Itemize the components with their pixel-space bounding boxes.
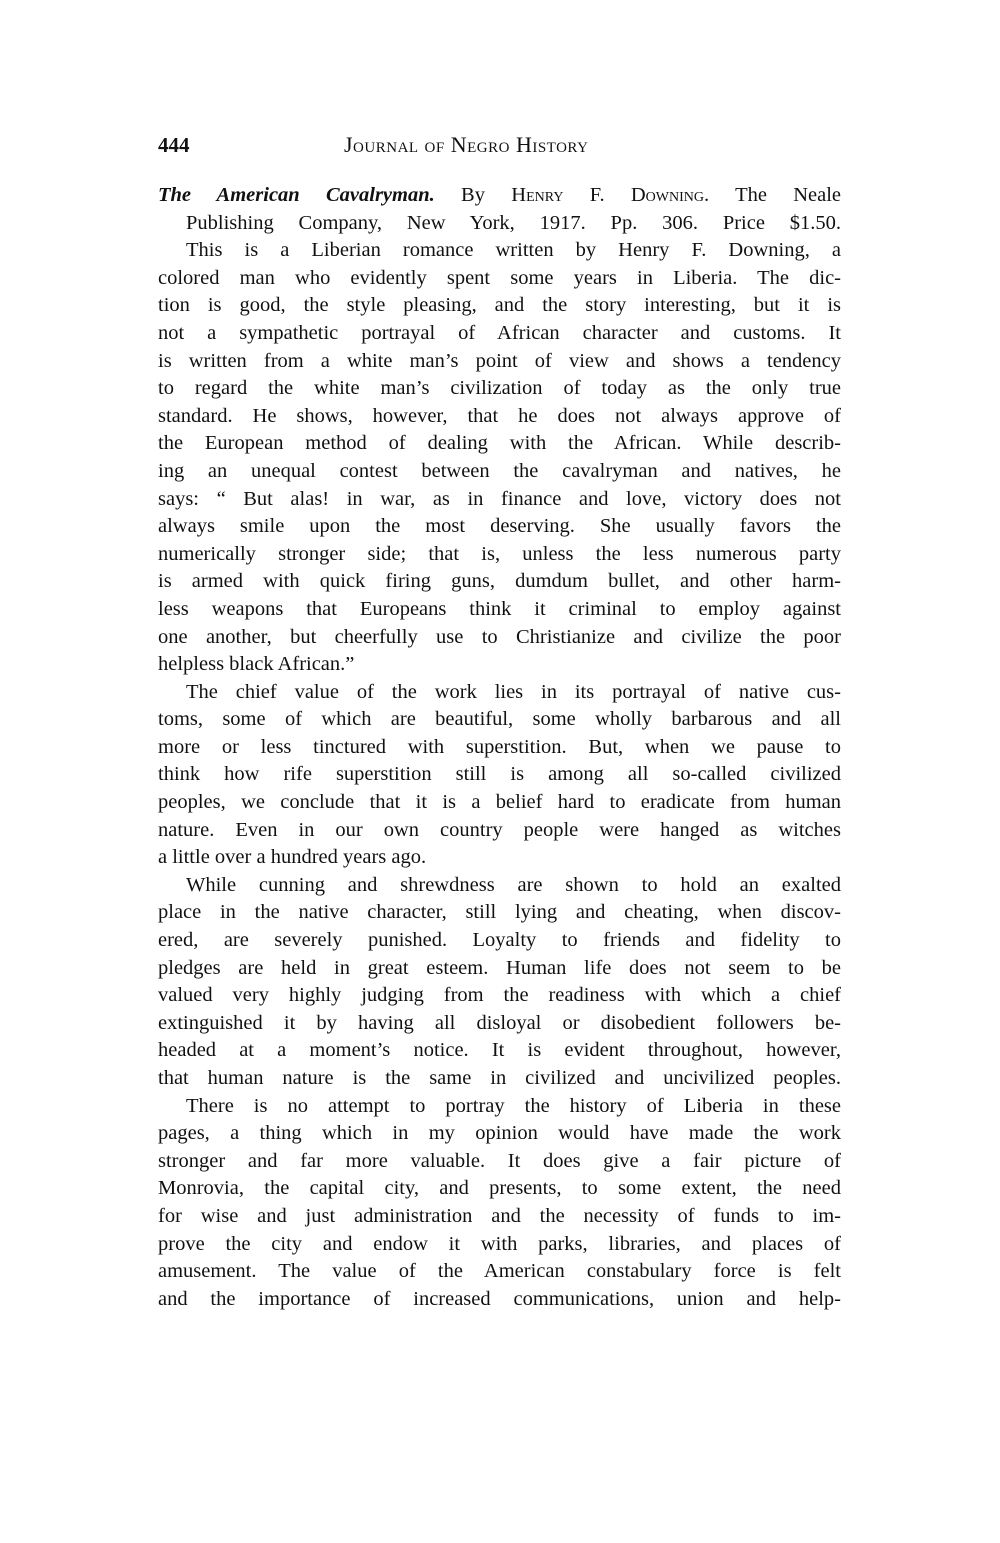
paragraph-line: The chief value of the work lies in its portrayal of native cus- — [186, 680, 841, 703]
paragraph-line: for wise and just administration and the necessity of funds to im- — [158, 1204, 841, 1227]
review-body — [158, 182, 841, 1313]
paragraph-line: ing an unequal contest between the cavalryman and natives, he — [158, 459, 841, 482]
page-number: 444 — [158, 133, 190, 157]
paragraph-line: that human nature is the same in civilized and uncivilized peoples. — [158, 1067, 841, 1089]
paragraph-3 — [158, 872, 841, 1093]
paragraph-line: think how rife superstition still is among all so-called civilized — [158, 763, 841, 786]
paragraph-line: a little over a hundred years ago. — [158, 846, 427, 869]
paragraph-line: the European method of dealing with the African. While describ- — [158, 432, 841, 455]
paragraph-line: prove the city and endow it with parks, libraries, and places of — [158, 1232, 841, 1255]
paragraph-line: Monrovia, the capital city, and presents, to some extent, the need — [158, 1177, 841, 1200]
paragraph-line: extinguished it by having all disloyal or disobedient followers be- — [158, 1011, 841, 1034]
paragraph-line: While cunning and shrewdness are shown to hold an exalted — [186, 873, 841, 896]
paragraph-line: not a sympathetic portrayal of African character and customs. It — [158, 321, 841, 344]
citation-line-1 — [158, 182, 841, 210]
book-title: The American Cavalryman. — [158, 184, 435, 206]
paragraph-line: numerically stronger side; that is, unless the less numerous party — [158, 542, 841, 565]
paragraph-1 — [158, 237, 841, 679]
paragraph-line: tion is good, the style pleasing, and the story interesting, but it is — [158, 294, 841, 317]
paragraph-line: is armed with quick firing guns, dumdum bullet, and other harm- — [158, 570, 841, 593]
paragraph-line: nature. Even in our own country people were hanged as witches — [158, 818, 841, 841]
paragraph-line: valued very highly judging from the readiness with which a chief — [158, 984, 841, 1007]
paragraph-line: is written from a white man’s point of view and shows a tendency — [158, 349, 841, 372]
paragraph-line: place in the native character, still lying and cheating, when discov- — [158, 901, 841, 924]
paragraph-line: amusement. The value of the American constabulary force is felt — [158, 1260, 841, 1283]
paragraph-line: less weapons that Europeans think it criminal to employ against — [158, 597, 841, 620]
book-author: Henry F. Downing. — [511, 184, 710, 206]
paragraph-line: stronger and far more valuable. It does give a fair picture of — [158, 1149, 841, 1172]
paragraph-line: always smile upon the most deserving. She usually favors the — [158, 515, 841, 538]
paragraph-line: helpless black African.” — [158, 653, 355, 676]
paragraph-line: pages, a thing which in my opinion would have made the work — [158, 1122, 841, 1145]
paragraph-line: headed at a moment’s notice. It is evident throughout, however, — [158, 1039, 841, 1062]
paragraph-line: and the importance of increased communications, union and help- — [158, 1287, 841, 1310]
paragraph-2 — [158, 679, 841, 872]
paragraph-line: to regard the white man’s civilization of today as the only true — [158, 377, 841, 400]
paragraph-line: toms, some of which are beautiful, some wholly barbarous and all — [158, 708, 841, 731]
paragraph-line: There is no attempt to portray the history of Liberia in these — [186, 1094, 841, 1117]
citation-publisher-start: The Neale — [735, 184, 842, 206]
citation-line-2: Publishing Company, New York, 1917. Pp. 306. Price $1.50. — [186, 211, 841, 234]
running-head — [158, 130, 841, 160]
journal-title: Journal of Negro History — [344, 132, 589, 157]
paragraph-line: colored man who evidently spent some years in Liberia. The dic- — [158, 266, 841, 289]
paragraph-line: This is a Liberian romance written by Henry F. Downing, a — [186, 239, 841, 262]
paragraph-line: more or less tinctured with superstition. But, when we pause to — [158, 735, 841, 758]
paragraph-line: peoples, we conclude that it is a belief hard to eradicate from human — [158, 791, 841, 814]
paragraph-4 — [158, 1093, 841, 1314]
paragraph-line: standard. He shows, however, that he does not always approve of — [158, 404, 841, 427]
paragraph-line: says: “ But alas! in war, as in finance and love, victory does not — [158, 487, 841, 510]
citation-by: By — [461, 184, 485, 206]
paragraph-line: pledges are held in great esteem. Human life does not seem to be — [158, 956, 841, 979]
paragraph-line: one another, but cheerfully use to Christianize and civilize the poor — [158, 625, 841, 648]
paragraph-line: ered, are severely punished. Loyalty to friends and fidelity to — [158, 929, 841, 952]
